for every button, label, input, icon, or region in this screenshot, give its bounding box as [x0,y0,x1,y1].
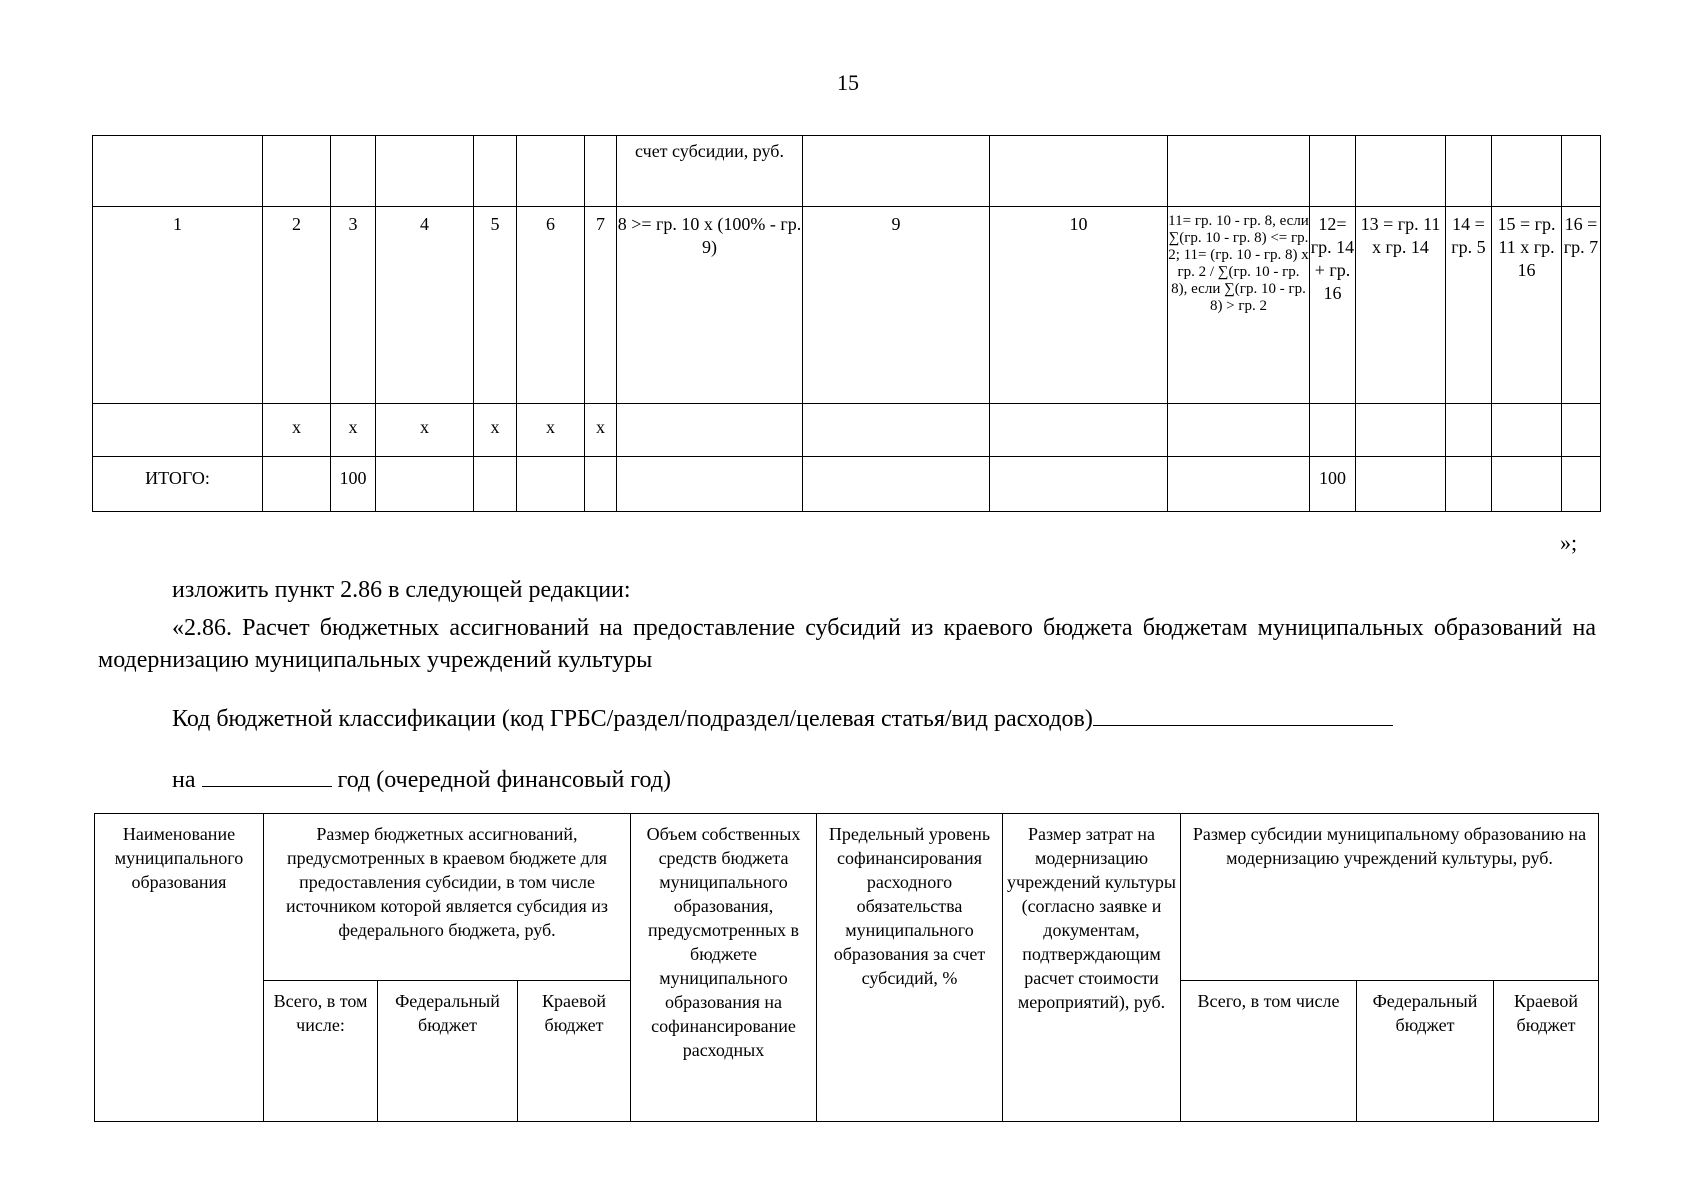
table-cell [263,136,331,207]
column-number: 3 [331,207,376,404]
table-cell [263,457,331,512]
table-row [93,207,1601,404]
total-col12: 100 [1310,457,1356,512]
table-cell [1168,136,1310,207]
column-header: Размер затрат на модернизацию учреждений культуры (согласно заявке и документам, подтверждающим расчет стоимости мероприятий), руб. [1003,814,1181,1122]
table-cell [1168,457,1310,512]
total-col3: 100 [331,457,376,512]
table-cell [803,136,990,207]
column-header: Предельный уровень софинансирования расходного обязательства муниципального образования за счет субсидий, % [817,814,1003,1122]
header-text-cell: счет субсидии, руб. [617,136,803,207]
x-mark: х [331,404,376,457]
table-row [93,404,1601,457]
instruction-paragraph: изложить пункт 2.86 в следующей редакции: [172,577,631,603]
column-subheader: Федеральный бюджет [378,981,518,1122]
fiscal-year-line [172,764,671,796]
table-cell [1356,136,1446,207]
table-cell [1168,404,1310,457]
year-suffix: год (очередной финансовый год) [337,767,672,793]
column-number: 7 [585,207,617,404]
table-cell [1562,404,1601,457]
table-cell [990,457,1168,512]
formula-cell: 12= гр. 14 + гр. 16 [1310,207,1356,404]
table-cell [93,136,263,207]
table-cell [1356,404,1446,457]
x-mark: х [474,404,517,457]
table-cell [1446,136,1492,207]
column-number: 10 [990,207,1168,404]
budget-code-blank [1093,703,1393,726]
column-header: Размер субсидии муниципальному образованию на модернизацию учреждений культуры, руб. [1181,814,1599,981]
table-cell [803,457,990,512]
column-number: 2 [263,207,331,404]
column-subheader: Краевой бюджет [1494,981,1599,1122]
column-number: 5 [474,207,517,404]
table-cell [1562,457,1601,512]
formula-cell: 15 = гр. 11 х гр. 16 [1492,207,1562,404]
table-cell [990,136,1168,207]
column-number: 9 [803,207,990,404]
table-cell [376,136,474,207]
calculation-table-continued [92,135,1601,512]
column-subheader: Краевой бюджет [518,981,631,1122]
page-number: 15 [837,70,859,95]
table-cell [617,404,803,457]
column-header: Наименование муниципального образования [95,814,264,1122]
table-cell [93,404,263,457]
table-cell [803,404,990,457]
total-row [93,457,1601,512]
table-cell [1446,404,1492,457]
column-subheader: Федеральный бюджет [1357,981,1494,1122]
formula-cell: 11= гр. 10 - гр. 8, если ∑(гр. 10 - гр. 8) <= гр. 2; 11= (гр. 10 - гр. 8) х гр. 2 / ∑(гр. 10 - гр. 8), если ∑(гр. 10 - гр. 8) > гр. 2 [1168,207,1310,404]
table-cell [1446,457,1492,512]
formula-cell: 14 = гр. 5 [1446,207,1492,404]
table-cell [585,457,617,512]
table-cell [1562,136,1601,207]
table-cell [1492,457,1562,512]
formula-cell: 13 = гр. 11 х гр. 14 [1356,207,1446,404]
column-subheader: Всего, в том числе [1181,981,1357,1122]
column-number: 1 [93,207,263,404]
table-cell [517,136,585,207]
total-label: ИТОГО: [93,457,263,512]
table-cell [474,136,517,207]
table-cell [376,457,474,512]
year-prefix: на [172,767,196,793]
x-mark: х [517,404,585,457]
table-cell [585,136,617,207]
table-cell [474,457,517,512]
x-mark: х [585,404,617,457]
budget-code-label: Код бюджетной классификации (код ГРБС/раздел/подраздел/целевая статья/вид расходов) [172,706,1093,732]
table-cell [990,404,1168,457]
table-cell [1492,404,1562,457]
table-cell [617,457,803,512]
column-header: Объем собственных средств бюджета муниципального образования, предусмотренных в бюджете муниципального образования на софинансирование расходных [631,814,817,1122]
table-cell [1310,404,1356,457]
section-heading-paragraph: «2.86. Расчет бюджетных ассигнований на предоставление субсидий из краевого бюджета бюджетам муниципальных образований на модернизацию муниципальных учреждений культуры [98,615,1596,673]
subsidy-calculation-table [94,813,1599,1122]
x-mark: х [263,404,331,457]
table-row [93,136,1601,207]
column-header: Размер бюджетных ассигнований, предусмотренных в краевом бюджете для предоставления субсидии, в том числе источником которой является субсидия из федерального бюджета, руб. [264,814,631,981]
table-cell [517,457,585,512]
column-subheader: Всего, в том числе: [264,981,378,1122]
formula-cell: 16 = гр. 7 [1562,207,1601,404]
table-cell [1310,136,1356,207]
table-cell [1356,457,1446,512]
table-cell [1492,136,1562,207]
year-blank [202,764,332,787]
formula-cell: 8 >= гр. 10 х (100% - гр. 9) [617,207,803,404]
column-number: 6 [517,207,585,404]
closing-quote: »; [1560,530,1578,555]
table-header-row [95,814,1599,981]
column-number: 4 [376,207,474,404]
table-cell [331,136,376,207]
x-mark: х [376,404,474,457]
budget-code-line [172,703,1393,735]
